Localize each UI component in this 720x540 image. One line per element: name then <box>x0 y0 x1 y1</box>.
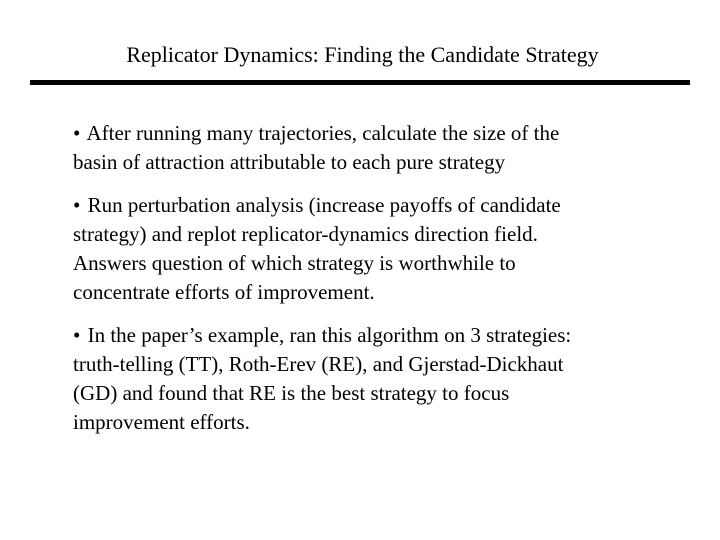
bullet-item-perturbation-analysis <box>73 191 693 307</box>
bullet-line: After running many trajectories, calculate the size of the <box>86 121 560 145</box>
bullet-item-paper-example <box>73 321 693 437</box>
bullet-marker: • <box>73 121 81 145</box>
bullet-marker: • <box>73 193 81 217</box>
bullet-marker: • <box>73 323 81 347</box>
bullet-line: Run perturbation analysis (increase payoffs of candidate <box>87 193 561 217</box>
bullet-line: strategy) and replot replicator-dynamics direction field. <box>73 222 538 246</box>
bullet-list <box>73 119 693 437</box>
bullet-item-basin-of-attraction <box>73 119 693 177</box>
bullet-line: improvement efforts. <box>73 410 250 434</box>
bullet-line: concentrate efforts of improvement. <box>73 280 375 304</box>
slide-title: Replicator Dynamics: Finding the Candidate Strategy <box>126 42 599 67</box>
bullet-line: (GD) and found that RE is the best strategy to focus <box>73 381 510 405</box>
bullet-line: Answers question of which strategy is worthwhile to <box>73 251 516 275</box>
bullet-line: truth-telling (TT), Roth-Erev (RE), and Gjerstad-Dickhaut <box>73 352 564 376</box>
bullet-line: In the paper’s example, ran this algorithm on 3 strategies: <box>87 323 572 347</box>
title-divider <box>30 80 690 85</box>
bullet-line: basin of attraction attributable to each pure strategy <box>73 150 506 174</box>
